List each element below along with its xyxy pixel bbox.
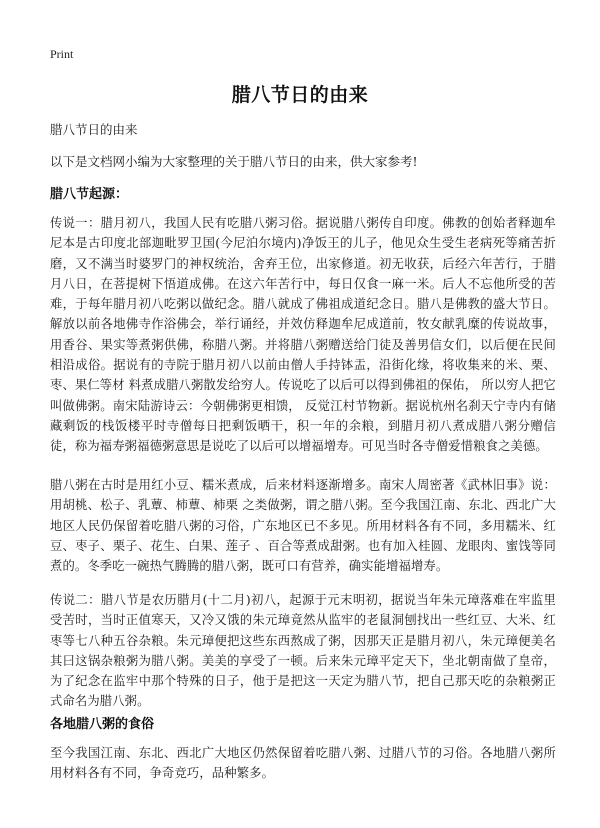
paragraph-legend-two: 传说二：腊八节是农历腊月(十二月)初八，起源于元末明初，据说当年朱元璋落难在牢监里受苦时，当时正值寒天，又冷又饿的朱元璋竟然从监牢的老鼠洞刨找出一些红豆、大米、红枣等七八种五谷杂粮。朱元璋便把这些东西熬成了粥，因那天正是腊月初八，朱元璋便美名其曰这锅杂粮粥为腊八粥。美美的享受了一顿。后来朱元璋平定天下，坐北朝南做了皇帝，为了纪念在监牢中那个特殊的日子，他于是把这一天定为腊八节，把自己那天吃的杂粮粥正式命名为腊八粥。 — [50, 593, 556, 709]
section-heading-origin: 腊八节起源： — [50, 187, 129, 202]
subtitle: 腊八节日的由来 — [50, 122, 138, 137]
paragraph-food-customs: 至今我国江南、东北、西北广大地区仍然保留着吃腊八粥、过腊八节的习俗。各地腊八粥所用材料各有不同，争奇竞巧，品种繁多。 — [50, 746, 556, 781]
paragraph-history: 腊八粥在古时是用红小豆、糯米煮成，后来材料逐渐增多。南宋人周密著《武林旧事》说：用胡桃、松子、乳蕈、柿蕈、柿栗 之类做粥，谓之腊八粥。至今我国江南、东北、西北广大 地区人民仍保留着吃腊八粥的习俗，广东地区已不多见。所用材料各有不同，多用糯米、红豆、枣子、栗子、花生、白果、莲子 、百合等煮成甜粥。也有加入桂圆、龙眼肉、蜜饯等同煮的。冬季吃一碗热气腾腾的腊八粥，既可口有营养，确实能增福增寿。 — [50, 478, 556, 574]
print-label: Print — [50, 47, 74, 61]
lead-paragraph: 以下是文档网小编为大家整理的关于腊八节日的由来，供大家参考! — [50, 154, 418, 169]
page-title: 腊八节日的由来 — [231, 84, 369, 106]
section-heading-food: 各地腊八粥的食俗 — [50, 717, 155, 732]
paragraph-legend-one: 传说一：腊月初八，我国人民有吃腊八粥习俗。据说腊八粥传自印度。佛教的创始者释迦牟尼本是古印度北部迦毗罗卫国(今尼泊尔境内)净饭王的儿子，他见众生受生老病死等痛苦折磨，又不满当时婆罗门的神权统治，舍弃王位，出家修道。初无收获，后经六年苦行，于腊月八日，在菩提树下悟道成佛。在这六年苦行中，每日仅食一麻一米。后人不忘他所受的苦难，于每年腊月初八吃粥以做纪念。腊八就成了佛祖成道纪念日。腊八是佛教的盛大节日。解放以前各地佛寺作浴佛会，举行诵经，并效仿释迦牟尼成道前，牧女献乳糜的传说故事，用香谷、果实等煮粥供佛，称腊八粥。并将腊八粥赠送给门徒及善男信女们，以后便在民间相沿成俗。据说有的寺院于腊月初八以前由僧人手持钵盂，沿街化缘，将收集来的米、栗、枣、果仁等材 料煮成腊八粥散发给穷人。传说吃了以后可以得到佛祖的保佑， 所以穷人把它叫做佛粥。南宋陆游诗云：今朝佛粥更相馈， 反觉江村节物新。据说杭州名刹天宁寺内有储藏剩饭的栈饭楼平时寺僧每日把剩饭晒干，积一年的余粮，到腊月初八煮成腊八粥分赠信徒，称为福寿粥福德粥意思是说吃了以后可以增福增寿。可见当时各寺僧爱惜粮食之美德。 — [50, 216, 556, 454]
